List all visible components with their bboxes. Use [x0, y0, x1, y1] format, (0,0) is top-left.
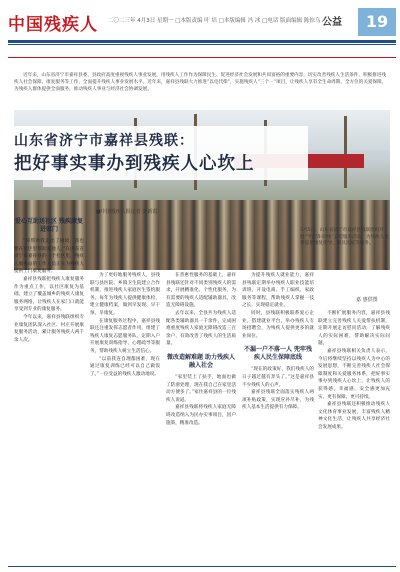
article-paragraph: 在康复服务过程中，嘉祥县残联还注重发挥志愿者作用，组建了残疾人康复志愿服务队，定期入户开展康复训练指导、心理疏导等服务，帮助残疾人树立生活信心。 [90, 318, 160, 354]
headline-line2: 把好事实事办到残疾人心坎上 [14, 154, 255, 174]
subheading: 微改造解难题 助力残疾人融入社会 [166, 353, 236, 369]
article-paragraph: 嘉祥县残联将残疾人家庭无障碍改造纳入为民办实事项目，因户施策，精准改造。 [166, 405, 236, 426]
article-column-4 [242, 272, 314, 412]
photo-credit: 嘉 惠供图 [356, 297, 378, 303]
article-paragraph: “你帮助我走出了困境，我也要在社区里帮助其他人。”在山东省济宁市嘉祥县的一个社区里，残疾人服务站的工作人员正在为残疾人提供上门康复服务。 [14, 239, 84, 275]
article-paragraph: 嘉祥县残联把残疾人康复服务作为重点工作，以社区康复为基础，建立了覆盖城乡的残疾人康复服务网络，让残疾人在家门口就能享受到专业的康复服务。 [14, 276, 84, 313]
article-paragraph: 在普惠性服务的基础上，嘉祥县残联还针对不同类别残疾人的需求，开展精准化、个性化服务，为有需要的残疾人适配辅助器具，改造无障碍设施。 [166, 273, 236, 309]
article-paragraph: 不断扩展服务内容，嘉祥县残联建立完善残疾人关爱帮扶机制，定期开展走访慰问活动，了解残疾人的实际困难，帮助解决实际问题。 [318, 311, 390, 347]
page-number: 19 [358, 8, 396, 36]
subheading: 不漏一户不落一人 兜牢残疾人民生保障底线 [243, 346, 313, 362]
article-paragraph: “以前我连自理都困难，现在通过康复训练已经可以自己做饭了。”一位受益的残疾人激动地说。 [90, 356, 160, 377]
article-paragraph: 去年以来，全县共为残疾人适配各类辅助器具一千余件，完成困难重度残疾人家庭无障碍改造三百余户，有效改善了残疾人的生活质量。 [166, 310, 236, 347]
intro-paragraph: 近年来，山东省济宁市嘉祥县委、县政府高度重视残疾人事业发展，用残疾人工作作为保障民生、促进经济社会发展和共同富裕的重要内容，切实改善残疾人生活条件，积极推进残疾人社会保障、康复服务等工作，全面提升残疾人事业发展水平。近年来，嘉祥县残联大力推进“以电代柴”，实施残疾人“三个一”项目，让残疾人享有全生命周期、全方位的关爱保障，为残疾人群体提供全面服务，推动残疾人事业与经济社会协调发展。 [14, 73, 387, 92]
article-column-2 [90, 272, 160, 378]
newspaper-logo: 中国残疾人 [8, 15, 98, 35]
intro-top-rule [8, 57, 396, 58]
article-paragraph: 为提升残疾人就业能力，嘉祥县残联定期举办残疾人职业技能培训班，开设电商、手工编织、家政服务等课程，帮助残疾人掌握一技之长，实现稳定就业。 [242, 273, 314, 309]
article-paragraph: 为了更好地服务残疾人，县残联与县医院、乡镇卫生院建立合作机制，推进残疾人家庭医生签约服务，每年为残疾人提供健康体检，建立健康档案，做到早发现、早干预、早康复。 [90, 273, 160, 316]
header-rule [8, 40, 396, 43]
article-paragraph: “家里装上了扶手，地面也做了防滑处理，现在我自己在家里活动方便多了。”家住嘉祥县的一位残疾人说道。 [166, 374, 236, 403]
section-name: 公益 [322, 17, 342, 28]
article-column-3 [166, 272, 236, 427]
headline-line1: 山东省济宁市嘉祥县残联： [14, 133, 194, 149]
article-column-1 [14, 212, 84, 344]
article-column-5 [318, 310, 390, 432]
photo-caption: 3月5日，山东省济宁市嘉祥县残联组织开展“学雷锋·助残”志愿服务活动，为残疾人免费提供康复指导、辅具适配等服务。 [300, 228, 389, 246]
article-paragraph: 嘉祥县残联全面落实残疾人两项补贴政策，实现应补尽补，为残疾人基本生活提供有力保障。 [242, 390, 314, 411]
byline: ■中国残疾人报记者 张新霞 [96, 209, 158, 215]
article-paragraph: 嘉祥县残联相关负责人表示，今后将继续坚持以残疾人为中心的发展思想，不断完善残疾人社会保障制度和关爱服务体系，把好事实事办到残疾人心坎上，让残疾人的获得感、幸福感、安全感更加充实、更有保障、更可持续。 [318, 348, 390, 400]
subheading: 爱心互助送社区 残疾康复进家门 [14, 218, 84, 233]
article-paragraph: “现在的政策好，我们残疾人的日子越过越有奔头了。”这是嘉祥县不少残疾人的心声。 [242, 367, 314, 388]
header-rule-thin [8, 44, 396, 45]
dateline: 二〇二三年 4月3日 星期一 □本版责编 叶 培 □本版编辑 冯 冰 □电话 版面编辑 陈惊乌 [108, 18, 321, 24]
article-paragraph: 同时，县残联积极联系爱心企业，搭建就业平台，举办残疾人专场招聘会，为残疾人提供更多的就业岗位。 [242, 310, 314, 339]
footer-rule [8, 566, 396, 567]
photo-tree [344, 116, 347, 188]
article-paragraph: 今年以来，嘉祥县残联组织专业康复团队深入社区、村庄开展康复服务活动，累计服务残疾人两千余人次。 [14, 314, 84, 343]
article-paragraph: 嘉祥县残联还积极推动残疾人文化体育事业发展，丰富残疾人精神文化生活，让残疾人共享经济社会发展成果。 [318, 402, 390, 430]
